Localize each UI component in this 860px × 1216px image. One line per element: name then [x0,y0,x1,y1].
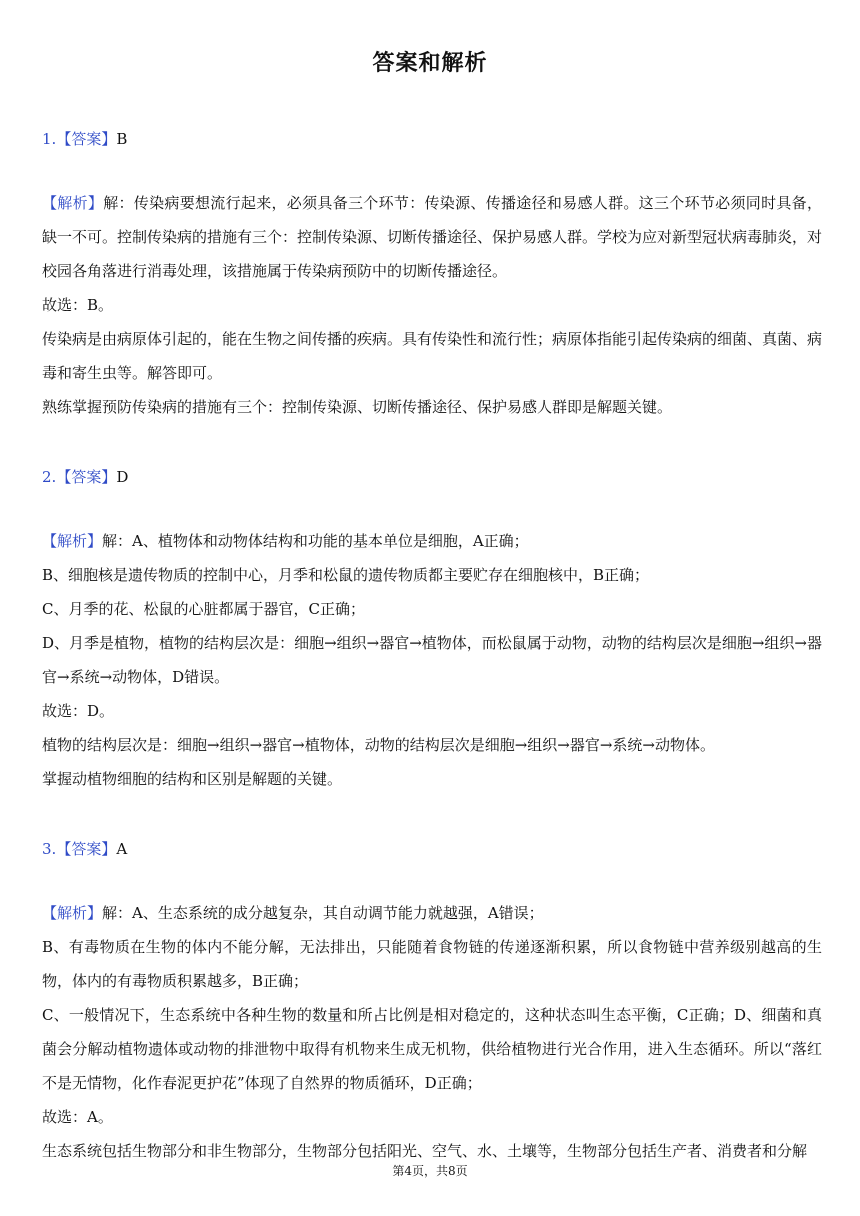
analysis-line: 故选：D。 [42,702,115,720]
answer-letter: A [116,840,128,858]
answer-tag: 【答案】 [56,468,117,486]
page-title: 答案和解析 [372,51,488,76]
analysis-block-2 [42,524,822,796]
analysis-line: D、月季是植物，植物的结构层次是：细胞→组织→器官→植物体，而松鼠属于动物，动物的结构层次是细胞→组织→器官→系统→动物体，D错误。 [42,634,822,686]
question-number: 2. [42,468,57,486]
analysis-tag: 【解析】 [42,904,103,922]
answer-line-3 [42,838,127,859]
page-footer: 第4页，共8页 [392,1164,468,1178]
analysis-tag: 【解析】 [42,194,104,212]
analysis-line: B、有毒物质在生物的体内不能分解，无法排出，只能随着食物链的传递逐渐积累，所以食物链中营养级别越高的生物，体内的有毒物质积累越多，B正确； [42,938,822,990]
analysis-line: C、月季的花、松鼠的心脏都属于器官，C正确； [42,600,365,618]
question-number: 1. [42,130,57,148]
answer-letter: B [116,130,128,148]
answer-line-1 [42,128,127,149]
analysis-text: 解：A、生态系统的成分越复杂，其自动调节能力就越强，A错误； [102,904,544,922]
analysis-text: 解：A、植物体和动物体结构和功能的基本单位是细胞，A正确； [102,532,529,550]
analysis-line: 传染病是由病原体引起的，能在生物之间传播的疾病。具有传染性和流行性；病原体指能引起传染病的细菌、真菌、病毒和寄生虫等。解答即可。 [42,330,823,382]
analysis-line: 植物的结构层次是：细胞→组织→器官→植物体，动物的结构层次是细胞→组织→器官→系统→动物体。 [42,736,715,754]
analysis-line: 故选：B。 [42,296,114,314]
answer-line-2 [42,466,128,487]
question-number: 3. [42,840,57,858]
analysis-line: 生态系统包括生物部分和非生物部分，生物部分包括阳光、空气、水、土壤等，生物部分包括生产者、消费者和分解 [42,1142,808,1160]
answer-tag: 【答案】 [56,840,117,858]
analysis-line: 熟练掌握预防传染病的措施有三个：控制传染源、切断传播途径、保护易感人群即是解题关键。 [42,398,673,416]
analysis-block-1 [42,186,822,424]
analysis-line: C、一般情况下，生态系统中各种生物的数量和所占比例是相对稳定的，这种状态叫生态平衡，C正确；D、细菌和真菌会分解动植物遗体或动物的排泄物中取得有机物来生成无机物，供给植物进行光合作用，进入生态循环。所以“落红不是无情物，化作春泥更护花”体现了自然界的物质循环，D正确； [42,1006,822,1092]
analysis-block-3 [42,896,822,1168]
analysis-tag: 【解析】 [42,532,103,550]
answer-tag: 【答案】 [56,130,117,148]
answer-letter: D [116,468,129,486]
analysis-line: B、细胞核是遗传物质的控制中心，月季和松鼠的遗传物质都主要贮存在细胞核中，B正确； [42,566,650,584]
analysis-line: 掌握动植物细胞的结构和区别是解题的关键。 [42,770,343,788]
analysis-line: 故选：A。 [42,1108,113,1126]
analysis-text: 解：传染病要想流行起来，必须具备三个环节：传染源、传播途径和易感人群。这三个环节必须同时具备，缺一不可。控制传染病的措施有三个：控制传染源、切断传播途径、保护易感人群。学校为应对新型冠状病毒肺炎，对校园各角落进行消毒处理，该措施属于传染病预防中的切断传播途径。 [42,194,823,280]
